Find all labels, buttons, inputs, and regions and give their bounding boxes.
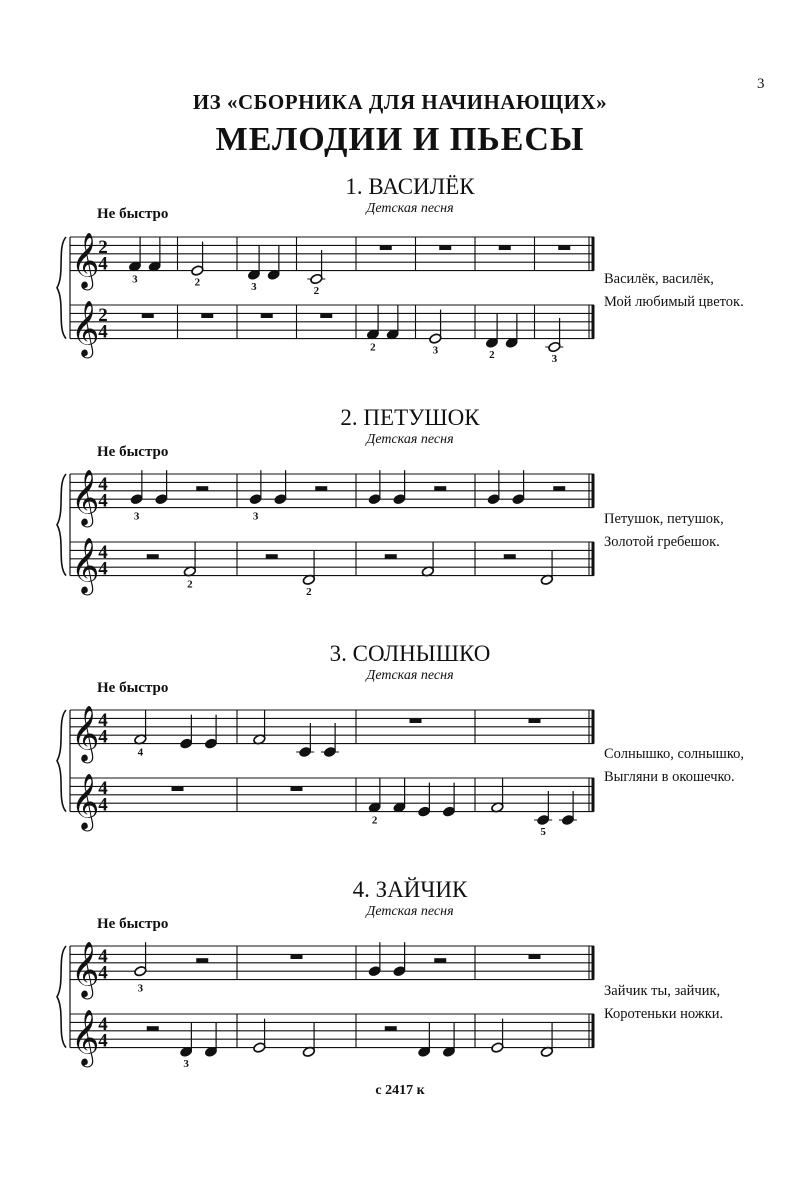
music-system-2 [57,470,594,598]
fingering-number: 4 [137,746,144,759]
time-signature-denominator: 4 [98,726,108,748]
treble-clef-icon: 𝄞 [71,469,100,526]
treble-clef-icon: 𝄞 [71,300,100,357]
fingering-number: 3 [251,280,257,293]
page-number: 3 [757,76,765,92]
half-rest-icon [196,958,208,963]
tempo-marking-2: Не быстро [97,444,169,460]
half-rest-icon [434,958,446,963]
time-signature-denominator: 4 [98,794,108,816]
piece-subtitle-1: Детская песня [366,201,454,216]
music-system-4 [57,942,594,1070]
time-signature-numerator: 4 [98,777,108,799]
fingering-number: 2 [489,348,495,361]
whole-rest-icon [558,245,570,250]
half-rest-icon [434,486,446,491]
treble-clef-icon: 𝄞 [71,941,100,998]
fingering-number: 3 [183,1057,189,1070]
half-rest-icon [385,1026,397,1031]
treble-clef-icon: 𝄞 [71,232,100,289]
verse-line: Коротеньки ножки. [604,1006,724,1022]
time-signature-numerator: 2 [98,304,108,326]
whole-rest-icon [439,245,451,250]
time-signature-denominator: 4 [98,490,108,512]
fingering-number: 3 [551,353,558,365]
piece-subtitle-4: Детская песня [366,904,454,919]
treble-clef-icon: 𝄞 [71,773,100,830]
fingering-number: 2 [371,814,378,827]
time-signature-numerator: 2 [98,236,108,258]
fingering-number: 3 [137,982,144,995]
system-brace [57,710,66,812]
music-system-3 [57,706,594,838]
half-rest-icon [266,554,278,559]
whole-rest-icon [380,245,392,250]
verse-line: Мой любимый цветок. [604,294,744,310]
time-signature-denominator: 4 [98,962,108,984]
tempo-marking-4: Не быстро [97,916,169,932]
half-rest-icon [315,486,327,491]
whole-rest-icon [201,313,213,318]
piece-title-1: 1. ВАСИЛЁК [345,174,475,199]
system-brace [57,237,66,339]
fingering-number: 3 [132,273,138,286]
whole-rest-icon [529,954,541,959]
whole-rest-icon [291,954,303,959]
tempo-marking-1: Не быстро [97,206,169,222]
half-rest-icon [196,486,208,491]
treble-clef-icon: 𝄞 [71,705,100,762]
time-signature-numerator: 4 [98,473,108,495]
time-signature-numerator: 4 [98,541,108,563]
half-rest-icon [553,486,565,491]
verse-line: Зайчик ты, зайчик, [604,983,721,999]
time-signature-denominator: 4 [98,1030,108,1052]
whole-rest-icon [499,245,511,250]
verse-line: Золотой гребешок. [604,534,720,550]
time-signature-numerator: 4 [98,709,108,731]
verse-line: Выгляни в окошечко. [604,769,735,785]
fingering-number: 2 [370,341,376,354]
collection-title: ИЗ «СБОРНИКА ДЛЯ НАЧИНАЮЩИХ» [192,90,608,114]
fingering-number: 3 [252,510,259,523]
whole-rest-icon [410,718,422,723]
music-system-1 [57,233,594,365]
verse-line: Петушок, петушок, [604,511,724,527]
whole-rest-icon [261,313,273,318]
time-signature-numerator: 4 [98,945,108,967]
verse-line: Солнышко, солнышко, [604,746,745,762]
piece-title-3: 3. СОЛНЫШКО [329,641,491,666]
half-rest-icon [147,1026,159,1031]
fingering-number: 2 [194,276,201,289]
system-brace [57,474,66,576]
time-signature-denominator: 4 [98,558,108,580]
treble-clef-icon: 𝄞 [71,537,100,594]
fingering-number: 2 [187,578,193,591]
half-rest-icon [504,554,516,559]
whole-rest-icon [291,786,303,791]
piece-subtitle-3: Детская песня [366,668,454,683]
time-signature-denominator: 4 [98,253,108,275]
treble-clef-icon: 𝄞 [71,1009,100,1066]
time-signature-numerator: 4 [98,1013,108,1035]
whole-rest-icon [529,718,541,723]
fingering-number: 3 [432,344,439,357]
piece-subtitle-2: Детская песня [366,432,454,447]
tempo-marking-3: Не быстро [97,680,169,696]
piece-title-2: 2. ПЕТУШОК [340,405,480,430]
whole-rest-icon [320,313,332,318]
half-rest-icon [147,554,159,559]
fingering-number: 5 [540,826,546,838]
system-brace [57,946,66,1048]
main-title: МЕЛОДИИ И ПЬЕСЫ [215,121,585,158]
fingering-number: 3 [133,510,140,523]
footer-catalog-code: с 2417 к [375,1083,425,1098]
verse-line: Василёк, василёк, [604,271,714,287]
piece-title-4: 4. ЗАЙЧИК [352,877,468,902]
fingering-number: 2 [306,585,312,598]
fingering-number: 2 [313,285,320,297]
time-signature-denominator: 4 [98,321,108,343]
half-rest-icon [385,554,397,559]
whole-rest-icon [142,313,154,318]
whole-rest-icon [172,786,184,791]
